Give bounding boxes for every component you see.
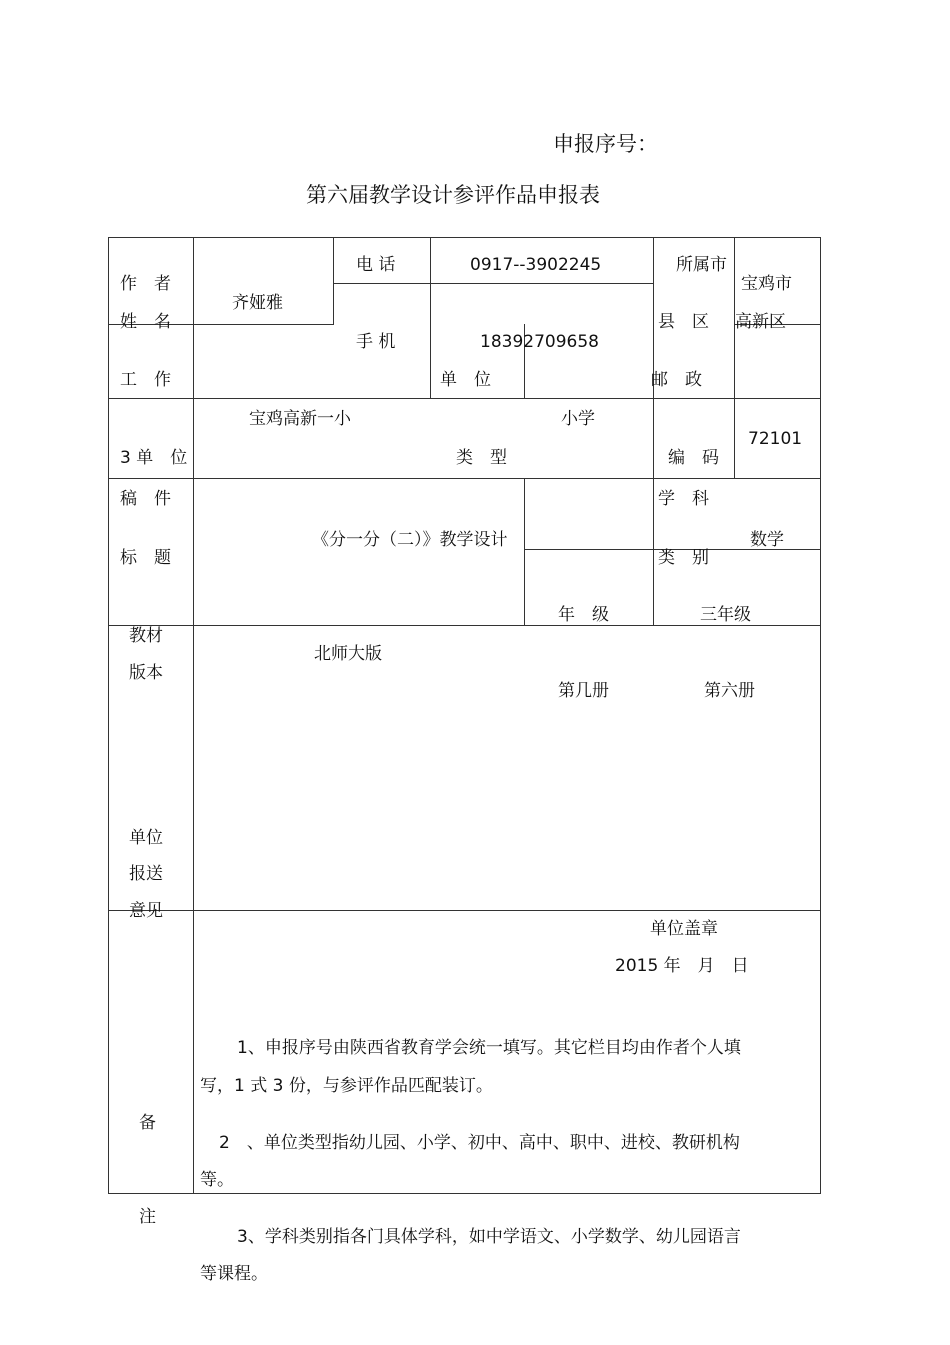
unit-label-line2: 3 单 位 [120,448,188,468]
manuscript-title-value: 《分一分（二）》教学设计 [312,530,508,550]
postal-label-line1: 邮 政 [651,370,702,390]
note-2-line1: 2 、单位类型指幼儿园、小学、初中、高中、职中、进校、教研机构 [219,1133,740,1153]
county-value: 高新区 [735,312,786,332]
author-name-value: 齐娅雅 [232,293,283,313]
mobile-label: 手 机 [356,332,396,352]
date-text: 2015 年 月 日 [615,956,749,976]
textbook-value: 北师大版 [314,644,382,664]
opinion-label-line2: 报送 [129,864,163,884]
author-label-line1: 作 者 [120,274,171,294]
unit-type-label: 类 型 [456,448,507,468]
unit-seal-label: 单位盖章 [650,919,718,939]
subject-label-line2: 类 别 [658,548,709,568]
volume-label: 第几册 [558,681,609,701]
city-value: 宝鸡市 [741,274,792,294]
subject-value: 数学 [750,530,784,550]
unit-type-value: 小学 [561,409,595,429]
city-label: 所属市 [676,255,727,275]
note-1-line1: 1、申报序号由陕西省教育学会统一填写。其它栏目均由作者个人填 [237,1038,741,1058]
note-3-line2: 等课程。 [200,1264,268,1284]
unit-label: 单 位 [440,370,491,390]
subject-label-line1: 学 科 [658,489,709,509]
county-label: 县 区 [658,312,709,332]
author-label-line2: 姓 名 [120,312,171,332]
work-label: 工 作 [120,370,171,390]
grade-value: 三年级 [700,605,751,625]
note-1-line2: 写，1 式 3 份，与参评作品匹配装订。 [200,1076,493,1096]
note-2-line2: 等。 [200,1170,234,1190]
phone-label: 电 话 [356,255,396,275]
phone-value: 0917--3902245 [470,255,602,275]
textbook-label-line2: 版本 [129,663,163,683]
page-title: 第六届教学设计参评作品申报表 [306,183,600,207]
mobile-value: 18392709658 [480,332,599,352]
opinion-label-line1: 单位 [129,828,163,848]
manuscript-label-line1: 稿 件 [120,489,171,509]
grade-label: 年 级 [558,605,609,625]
serial-number-label: 申报序号： [553,132,658,156]
postal-label-line2: 编 码 [668,448,719,468]
volume-value: 第六册 [704,681,755,701]
postal-code-value: 72101 [748,429,803,449]
remarks-label-line1: 备 [139,1113,156,1133]
textbook-label-line1: 教材 [129,626,163,646]
work-unit-value: 宝鸡高新一小 [249,409,351,429]
note-3-line1: 3、学科类别指各门具体学科，如中学语文、小学数学、幼儿园语言 [237,1227,741,1247]
opinion-label-line3: 意见 [129,901,163,921]
manuscript-label-line2: 标 题 [120,548,171,568]
remarks-label-line2: 注 [139,1207,156,1227]
